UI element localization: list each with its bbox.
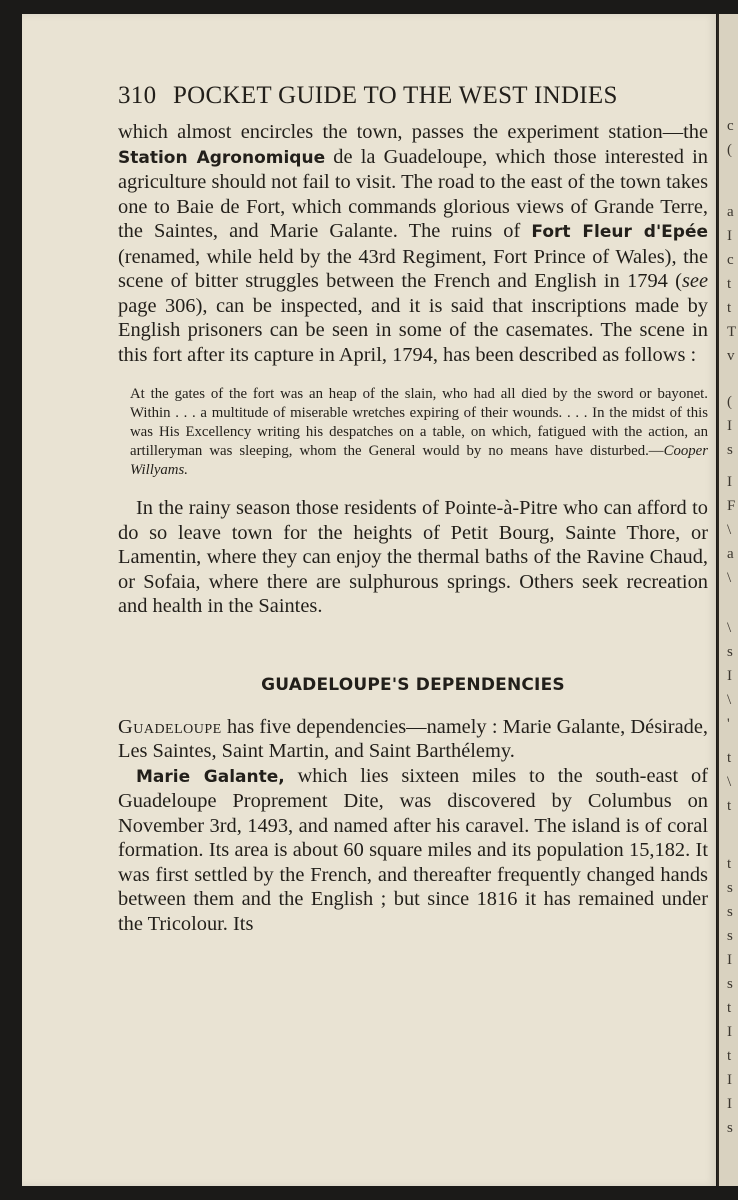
edge-letter: \ <box>727 774 732 790</box>
edge-letter: a <box>727 546 734 562</box>
edge-letter: \ <box>727 692 732 708</box>
edge-letter: s <box>727 1120 733 1136</box>
adjacent-page-edge <box>717 14 738 1186</box>
paragraph-marie-galante <box>118 764 708 937</box>
edge-letter: t <box>727 856 732 872</box>
edge-letter: a <box>727 204 734 220</box>
section-heading: GUADELOUPE'S DEPENDENCIES <box>261 674 565 695</box>
bold-term: Marie Galante, <box>136 766 285 787</box>
edge-letter: t <box>727 1048 732 1064</box>
page-content <box>118 82 708 936</box>
running-header <box>118 82 708 110</box>
paragraph-fort-fleur <box>118 120 708 367</box>
edge-letter: I <box>727 228 732 244</box>
quote-text: At the gates of the fort was an heap of the slain, who had all died by the sword or bayonet. Within . . . a multitude of miserable wretches expiring of their wounds. . . . In the midst of this was His Excellency writing his despatches on a table, on which, fatigued with the action, an artilleryman was sleeping, whom the General would by no means have disturbed.— <box>130 386 708 459</box>
text-run: which lies sixteen miles to the south-east of Guadeloupe Proprement Dite, was discovered by Columbus on November 3rd, 1493, and named after his caravel. The island is of coral formation. Its area is about 60 square miles and its population 15,182. It was first settled by the French, and thereafter frequently changed hands between them and the English ; but since 1816 it has remained under the Tricolour. Its <box>118 764 708 935</box>
edge-letter: I <box>727 668 732 684</box>
edge-letter: s <box>727 880 733 896</box>
paragraph-dependencies <box>118 715 708 764</box>
paragraph-rainy-season: In the rainy season those residents of Pointe-à-Pitre who can afford to do so leave town for the heights of Petit Bourg, Sainte Thore, or Lamentin, where they can enjoy the thermal baths of the Ravine Chaud, or Sofaia, where there are sulphurous springs. Others seek recreation and health in the Saintes. <box>118 497 708 617</box>
edge-letter: c <box>727 118 734 134</box>
book-title: POCKET GUIDE TO THE WEST INDIES <box>172 82 618 109</box>
text-run: de la Guadeloupe, which those interested in agriculture should not fail to visit. The road to the east of the town takes one to Baie de Fort, which commands glorious views of Grande Terre, the Saintes, and Marie Galante. The ruins of <box>118 145 708 242</box>
bold-term: Station Agronomique <box>118 147 326 168</box>
edge-letter: F <box>727 498 736 514</box>
edge-letter: t <box>727 750 732 766</box>
edge-letter: t <box>727 300 732 316</box>
edge-letter: s <box>727 928 733 944</box>
block-quote <box>130 385 708 480</box>
page-number: 310 <box>118 82 157 109</box>
edge-letter: t <box>727 1000 732 1016</box>
edge-letter: \ <box>727 570 732 586</box>
edge-letter: I <box>727 418 732 434</box>
edge-letter: ( <box>727 142 732 158</box>
italic-see: see <box>681 270 708 292</box>
edge-letter: I <box>727 952 732 968</box>
text-run: page 306), can be inspected, and it is said that inscriptions made by English prisoners can be seen in some of the casemates. The scene in this fort after its capture in April, 1794, has been described as follows : <box>118 294 708 366</box>
edge-letter: s <box>727 904 733 920</box>
edge-letter: t <box>727 276 732 292</box>
bold-term: Fort Fleur d'Epée <box>531 222 709 242</box>
text-run: has five dependencies—namely : Marie Galante, Désirade, Les Saintes, Saint Martin, and Saint Barthélemy. <box>118 715 708 762</box>
edge-letter: I <box>727 1096 732 1112</box>
edge-letter: \ <box>727 620 732 636</box>
edge-letter: s <box>727 644 733 660</box>
small-caps-term: Guadeloupe <box>118 715 222 738</box>
edge-letter: ( <box>727 394 732 410</box>
text-run: (renamed, while held by the 43rd Regiment, Fort Prince of Wales), the scene of bitter struggles between the French and English in 1794 ( <box>118 245 708 292</box>
edge-letter: c <box>727 252 734 268</box>
text-run: which almost encircles the town, passes the experiment station—the <box>118 121 708 143</box>
edge-letter: v <box>727 348 735 364</box>
edge-letter: I <box>727 1024 732 1040</box>
edge-letter: ' <box>727 716 730 732</box>
quote-author: Cooper Willyams. <box>130 443 708 478</box>
edge-letter: T <box>727 324 737 340</box>
edge-letter: s <box>727 442 733 458</box>
edge-letter: I <box>727 474 732 490</box>
edge-letter: s <box>727 976 733 992</box>
edge-letter: I <box>727 1072 732 1088</box>
edge-letter: \ <box>727 522 732 538</box>
edge-letter: t <box>727 798 732 814</box>
